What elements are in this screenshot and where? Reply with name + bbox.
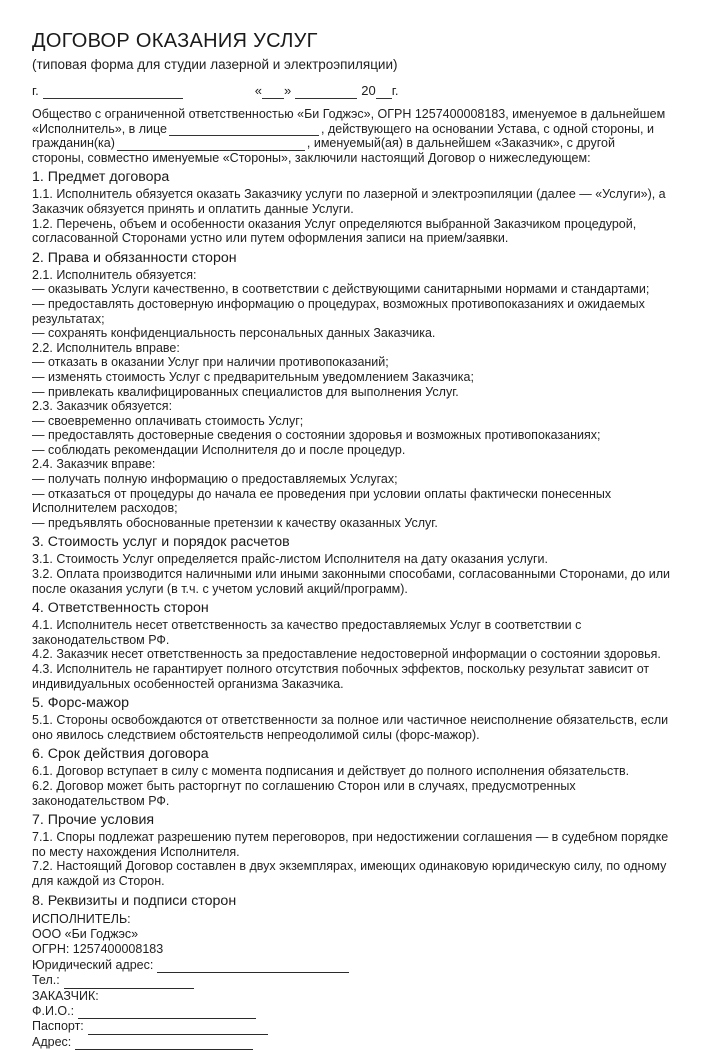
section-4-line-3: 4.2. Заказчик несет ответственность за предоставление недостоверной информации о состоянии здоровья. [32,647,661,662]
section-1-line-2: Заказчик обязуется принять и оплатить данные Услуги. [32,201,354,216]
section-2-line-13: — соблюдать рекомендации Исполнителя до и после процедур. [32,442,406,457]
section-heading-5: 5. Форс-мажор [32,695,130,712]
section-2-line-14: 2.4. Заказчик вправе: [32,457,156,472]
preamble-line-2-before: «Исполнитель», в лице [32,121,167,136]
date-quote-open: « [254,83,263,98]
section-2-line-18: — предъявлять обоснованные претензии к качеству оказанных Услуг. [32,515,438,530]
customer-fio-row [32,1004,692,1019]
section-3-line-2: 3.2. Оплата производится наличными или иными законными способами, согласованными Сторонами, до или [32,567,671,582]
section-heading-6: 6. Срок действия договора [32,746,209,763]
section-7-line-1: 7.1. Споры подлежат разрешению путем переговоров, при недостижении соглашения — в судебном порядке [32,830,669,845]
customer-passport-label: Паспорт: [32,1019,84,1034]
section-4-line-4: 4.3. Исполнитель не гарантирует полного отсутствия побочных эффектов, поскольку результат зависит от [32,662,650,676]
representative-blank[interactable] [169,125,319,136]
section-3-line-3: после оказания услуги (в т.ч. с учетом условий акций/программ). [32,581,408,596]
year-blank[interactable] [376,87,392,99]
customer-address-blank[interactable] [75,1038,253,1050]
section-2-line-16: — отказаться от процедуры до начала ее проведения при условии оплаты фактически понесенных [32,486,612,501]
day-blank[interactable] [262,87,284,99]
section-heading-4: 4. Ответственность сторон [32,600,209,617]
executor-phone-row [32,973,692,988]
document-subtitle: (типовая форма для студии лазерной и электроэпиляции) [32,57,398,72]
customer-fio-label: Ф.И.О.: [32,1003,75,1018]
citizen-name-blank[interactable] [117,140,305,151]
section-4-line-5: индивидуальных особенностей организма Заказчика. [32,676,344,691]
month-blank[interactable] [295,87,357,99]
section-7-line-2: по месту нахождения Исполнителя. [32,844,240,859]
executor-phone-blank[interactable] [64,977,194,989]
section-7-line-4: для каждой из Сторон. [32,873,165,888]
section-4-line-2: законодательством РФ. [32,632,170,647]
section-2-line-1: 2.1. Исполнитель обязуется: [32,267,197,282]
section-2-line-17: Исполнителем расходов; [32,501,178,516]
section-2-line-4: результатах; [32,311,105,326]
section-2-line-5: — сохранять конфиденциальность персональных данных Заказчика. [32,326,436,341]
section-2-line-11: — своевременно оплачивать стоимость Услуг; [32,413,304,428]
section-6-line-1: 6.1. Договор вступает в силу с момента подписания и действует до полного исполнения обязательств. [32,764,630,779]
section-5-line-1: 5.1. Стороны освобождаются от ответственности за полное или частичное неисполнение обязательств, если [32,713,669,728]
preamble-line-2-after: , действующего на основании Устава, с одной стороны, и [321,121,654,136]
section-4-line-1: 4.1. Исполнитель несет ответственность за качество предоставляемых Услуг в соответствии с [32,618,582,633]
executor-ogrn: ОГРН: 1257400008183 [32,942,164,957]
section-2-line-10: 2.3. Заказчик обязуется: [32,399,173,414]
preamble-line-4: стороны, совместно именуемые «Стороны», заключили настоящий Договор о нижеследующем: [32,150,591,165]
section-2-line-12: — предоставлять достоверные сведения о состоянии здоровья и возможных противопоказаниях; [32,428,601,443]
page-title: ДОГОВОР ОКАЗАНИЯ УСЛУГ [32,30,318,52]
section-3-line-1: 3.1. Стоимость Услуг определяется прайс-листом Исполнителя на дату оказания услуги. [32,552,548,567]
preamble-line-1: Общество с ограниченной ответственностью «Би Годжэс», ОГРН 1257400008183, именуемое в дальнейшем [32,107,666,121]
section-2-line-15: — получать полную информацию о предоставляемых Услугах; [32,472,398,487]
preamble-line-3-after: , именуемый(ая) в дальнейшем «Заказчик», с другой [306,136,615,151]
executor-label: ИСПОЛНИТЕЛЬ: [32,911,131,926]
section-1-line-4: согласованной Сторонами устно или путем оформления записи на прием/заявки. [32,231,509,246]
section-heading-2: 2. Права и обязанности сторон [32,249,237,266]
section-2-line-7: — отказать в оказании Услуг при наличии противопоказаний; [32,355,389,370]
executor-name: ООО «Би Годжэс» [32,926,139,941]
section-7-line-3: 7.2. Настоящий Договор составлен в двух экземплярах, имеющих одинаковую юридическую силу, по одному [32,859,667,874]
section-2-line-6: 2.2. Исполнитель вправе: [32,340,180,355]
year-suffix: г. [391,83,399,98]
section-2-line-9: — привлекать квалифицированных специалистов для выполнения Услуг. [32,384,459,399]
section-heading-3: 3. Стоимость услуг и порядок расчетов [32,534,290,551]
place-label: г. [32,83,39,98]
section-heading-8: 8. Реквизиты и подписи сторон [32,892,237,909]
section-1-line-3: 1.2. Перечень, объем и особенности оказания Услуг определяются выбранной Заказчиком процедурой, [32,216,637,231]
customer-passport-row [32,1019,692,1034]
section-heading-1: 1. Предмет договора [32,169,170,186]
customer-address-label: Адрес: [32,1034,72,1049]
place-blank[interactable] [43,87,183,99]
section-6-line-2: 6.2. Договор может быть расторгнут по соглашению Сторон или в случаях, предусмотренных [32,778,576,793]
year-prefix: 20 [361,83,376,98]
customer-fio-blank[interactable] [78,1007,256,1019]
section-2-line-2: — оказывать Услуги качественно, в соответствии с действующими санитарными нормами и стандартами; [32,282,650,297]
date-quote-close: » [284,83,292,98]
preamble-line-2 [32,122,692,137]
customer-passport-blank[interactable] [88,1023,268,1035]
section-2-line-3: — предоставлять достоверную информацию о процедурах, возможных противопоказаниях и ожидаемых [32,296,645,311]
preamble-line-3 [32,136,692,151]
section-5-line-2: оно явилось следствием обстоятельств непреодолимой силы (форс-мажор). [32,727,480,742]
executor-address-row [32,958,692,973]
requisites-block [32,912,692,1050]
section-2-line-8: — изменять стоимость Услуг с предварительным уведомлением Заказчика; [32,369,474,384]
section-1-line-1: 1.1. Исполнитель обязуется оказать Заказчику услуги по лазерной и электроэпиляции (далее — «Услуги»), а [32,187,666,202]
customer-address-row [32,1035,692,1050]
section-6-line-3: законодательством РФ. [32,793,170,808]
executor-phone-label: Тел.: [32,973,60,988]
preamble-line-3-before: гражданин(ка) [32,136,115,151]
executor-address-label: Юридический адрес: [32,957,154,972]
customer-label: ЗАКАЗЧИК: [32,988,99,1003]
section-heading-7: 7. Прочие условия [32,812,155,829]
executor-address-blank[interactable] [157,961,349,973]
place-and-date-row [32,82,692,99]
